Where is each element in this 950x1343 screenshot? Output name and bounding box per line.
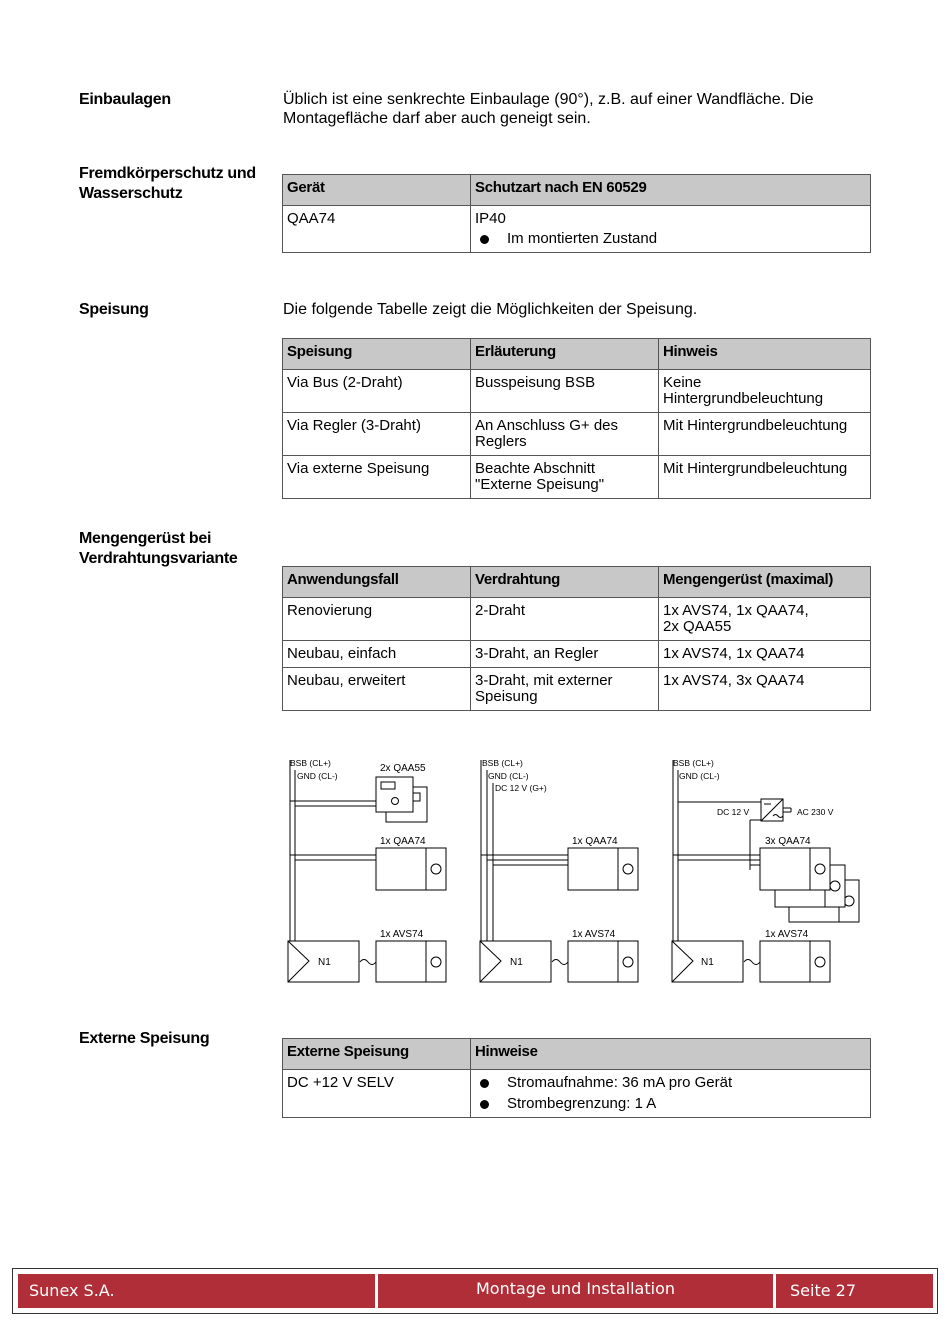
table-header: Hinweise bbox=[471, 1039, 871, 1070]
bullet-text: Im montierten Zustand bbox=[507, 230, 658, 247]
table-cell: Neubau, einfach bbox=[283, 641, 471, 668]
table-header: Hinweis bbox=[659, 339, 871, 370]
table-cell: Busspeisung BSB bbox=[471, 370, 659, 413]
bullet-item bbox=[475, 1096, 865, 1112]
table-cell: 1x AVS74, 1x QAA74 bbox=[659, 641, 871, 668]
table-cell bbox=[471, 1070, 871, 1118]
bullet-text: Strombegrenzung: 1 A bbox=[507, 1095, 657, 1112]
gnd-label: GND (CL-) bbox=[488, 771, 529, 781]
speisung-intro: Die folgende Tabelle zeigt die Möglichkeiten der Speisung. bbox=[283, 301, 698, 318]
heading-line: Wasserschutz bbox=[79, 185, 183, 202]
bsb-label: BSB (CL+) bbox=[673, 758, 714, 768]
bullet-icon bbox=[480, 1100, 489, 1109]
gnd-label: GND (CL-) bbox=[679, 771, 720, 781]
table-header-row bbox=[283, 1039, 871, 1070]
table-cell: Via externe Speisung bbox=[283, 456, 471, 499]
table-cell: 3-Draht, mit externer Speisung bbox=[471, 668, 659, 711]
footer-page-number: Seite 27 bbox=[776, 1274, 933, 1308]
table-row bbox=[283, 1070, 871, 1118]
table-cell: An Anschluss G+ des Reglers bbox=[471, 413, 659, 456]
bsb-label: BSB (CL+) bbox=[290, 758, 331, 768]
connection-wave-icon bbox=[360, 960, 376, 965]
bsb-label: BSB (CL+) bbox=[482, 758, 523, 768]
n1-label: N1 bbox=[318, 957, 331, 968]
table-cell: Mit Hintergrundbeleuchtung bbox=[659, 456, 871, 499]
table-header: Erläuterung bbox=[471, 339, 659, 370]
table-cell: Mit Hintergrundbeleuchtung bbox=[659, 413, 871, 456]
avs74-label: 1x AVS74 bbox=[765, 929, 809, 940]
wiring-panel-neubau-einfach bbox=[480, 758, 638, 982]
bullet-text: Stromaufnahme: 36 mA pro Gerät bbox=[507, 1074, 733, 1091]
gnd-label: GND (CL-) bbox=[297, 771, 338, 781]
qaa74-device bbox=[376, 848, 446, 890]
table-header: Schutzart nach EN 60529 bbox=[471, 175, 871, 206]
ac230-label: AC 230 V bbox=[797, 807, 834, 817]
table-cell: QAA74 bbox=[283, 206, 471, 253]
bullet-item bbox=[475, 1075, 865, 1091]
qaa74-device bbox=[568, 848, 638, 890]
table-cell: 3-Draht, an Regler bbox=[471, 641, 659, 668]
table-header: Externe Speisung bbox=[283, 1039, 471, 1070]
einbaulagen-text-line2: Montagefläche darf aber auch geneigt sein. bbox=[283, 110, 591, 127]
table-cell: Beachte Abschnitt "Externe Speisung" bbox=[471, 456, 659, 499]
avs74-label: 1x AVS74 bbox=[572, 929, 616, 940]
table-cell: DC +12 V SELV bbox=[283, 1070, 471, 1118]
table-cell: 2-Draht bbox=[471, 598, 659, 641]
table-cell: Via Bus (2-Draht) bbox=[283, 370, 471, 413]
heading-einbaulagen: Einbaulagen bbox=[79, 91, 171, 108]
qaa74-device bbox=[760, 848, 830, 890]
table-cell: 1x AVS74, 1x QAA74, 2x QAA55 bbox=[659, 598, 871, 641]
table-header: Gerät bbox=[283, 175, 471, 206]
avs74-device bbox=[760, 941, 830, 982]
table-cell: Via Regler (3-Draht) bbox=[283, 413, 471, 456]
heading-speisung: Speisung bbox=[79, 301, 149, 318]
table-cell: Neubau, erweitert bbox=[283, 668, 471, 711]
table-cell: Renovierung bbox=[283, 598, 471, 641]
heading-line: Mengengerüst bei bbox=[79, 530, 212, 547]
qaa55-label: 2x QAA55 bbox=[380, 763, 426, 774]
qaa74-label: 3x QAA74 bbox=[765, 836, 811, 847]
qaa74-label: 1x QAA74 bbox=[572, 836, 618, 847]
bullet-icon bbox=[480, 1079, 489, 1088]
dc12-label: DC 12 V bbox=[717, 807, 750, 817]
n1-label: N1 bbox=[510, 957, 523, 968]
connection-wave-icon bbox=[552, 960, 568, 965]
table-cell: 1x AVS74, 3x QAA74 bbox=[659, 668, 871, 711]
heading-line: Fremdkörperschutz und bbox=[79, 165, 256, 182]
footer-title: Montage und Installation bbox=[378, 1274, 773, 1308]
avs74-label: 1x AVS74 bbox=[380, 929, 424, 940]
table-header: Anwendungsfall bbox=[283, 567, 471, 598]
page-footer bbox=[12, 1268, 938, 1314]
einbaulagen-text-line1: Üblich ist eine senkrechte Einbaulage (90°), z.B. auf einer Wandfläche. Die bbox=[283, 91, 814, 108]
qaa74-label: 1x QAA74 bbox=[380, 836, 426, 847]
avs74-device bbox=[376, 941, 446, 982]
n1-label: N1 bbox=[701, 957, 714, 968]
heading-externe-speisung: Externe Speisung bbox=[79, 1030, 210, 1047]
protection-value: IP40 bbox=[475, 210, 506, 227]
footer-company: Sunex S.A. bbox=[18, 1274, 375, 1308]
connection-wave-icon bbox=[744, 960, 760, 965]
externe-speisung-table bbox=[282, 1038, 871, 1118]
table-header: Speisung bbox=[283, 339, 471, 370]
wiring-panel-renovierung bbox=[288, 758, 446, 982]
table-cell: Keine Hintergrundbeleuchtung bbox=[659, 370, 871, 413]
avs74-device bbox=[568, 941, 638, 982]
heading-line: Verdrahtungsvariante bbox=[79, 550, 238, 567]
dc-g-label: DC 12 V (G+) bbox=[495, 783, 547, 793]
table-header: Mengengerüst (maximal) bbox=[659, 567, 871, 598]
table-header: Verdrahtung bbox=[471, 567, 659, 598]
wiring-panel-neubau-erweitert bbox=[672, 758, 859, 982]
